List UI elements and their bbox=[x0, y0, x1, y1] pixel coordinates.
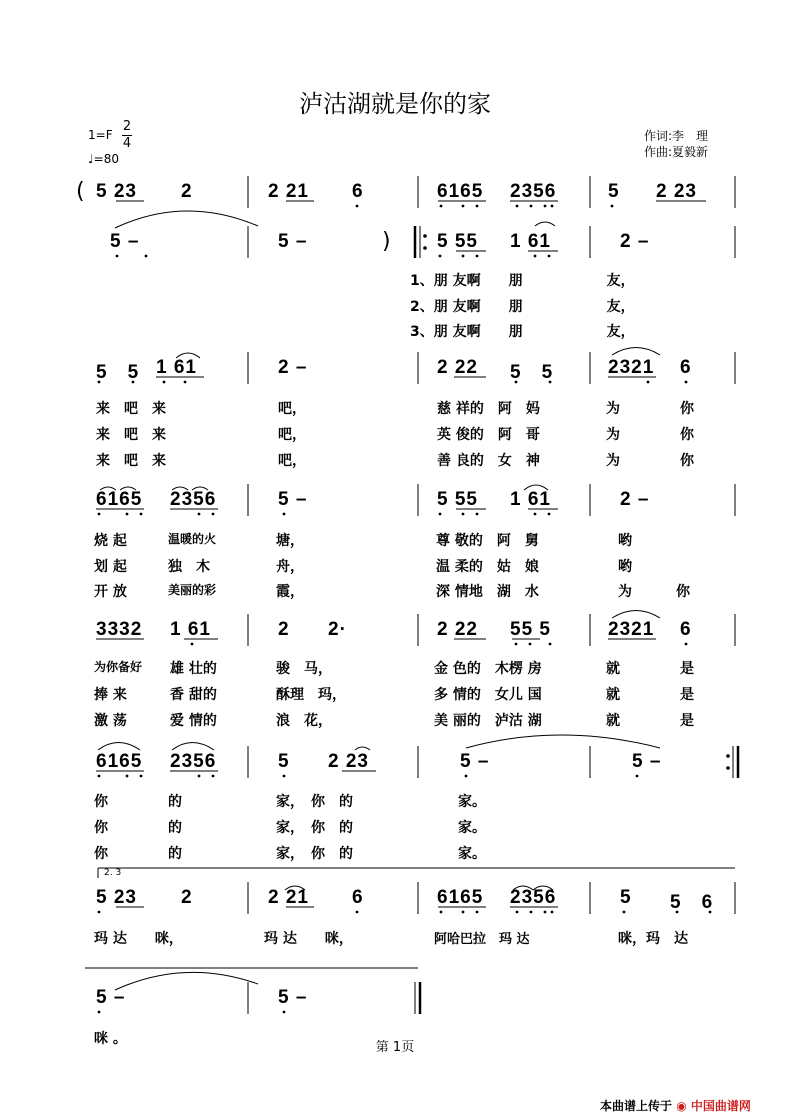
note-group: 5 55 bbox=[437, 489, 478, 510]
note-group: 1 61 bbox=[510, 489, 551, 510]
lyric: 你 bbox=[676, 584, 690, 600]
lyric: 吧， bbox=[278, 453, 306, 469]
lyric: 家， 你 的 bbox=[276, 820, 353, 836]
note-group: 5 – bbox=[278, 987, 308, 1008]
lyric: 酥理 玛， bbox=[276, 687, 346, 703]
site-logo-icon: ◉ bbox=[676, 1099, 687, 1113]
note-group: 6165 bbox=[437, 181, 484, 202]
note-group: 5 23 bbox=[96, 887, 137, 908]
open-paren: ( bbox=[76, 179, 85, 204]
note-group: 5 – bbox=[278, 489, 308, 510]
lyric: 划 起 bbox=[94, 559, 127, 575]
lyric: 烧 起 bbox=[94, 533, 127, 549]
lyric: 善 良的 女 神 bbox=[437, 453, 540, 469]
close-paren: ) bbox=[382, 229, 391, 254]
slur bbox=[115, 972, 258, 990]
lyric: 家， 你 的 bbox=[276, 846, 353, 862]
lyric: 的 bbox=[168, 820, 182, 836]
lyric: 是 bbox=[680, 713, 694, 729]
slur bbox=[612, 611, 660, 619]
lyric: 骏 马， bbox=[276, 661, 332, 677]
lyric: 美丽的彩 bbox=[168, 583, 217, 597]
quarter-note-icon: ♩ bbox=[88, 152, 94, 166]
note-group: 2356 bbox=[170, 489, 217, 510]
slur bbox=[115, 211, 258, 228]
lyric: 玛 达 咪， bbox=[94, 931, 183, 947]
tempo-value: =80 bbox=[93, 152, 119, 166]
note-group: 5 – bbox=[460, 751, 490, 772]
lyric: 开 放 bbox=[94, 584, 127, 600]
lyric: 吧， bbox=[278, 401, 306, 417]
lyric: 为 bbox=[606, 401, 620, 417]
lyric: 是 bbox=[680, 687, 694, 703]
note-group: 2 22 bbox=[437, 619, 478, 640]
note-group: 2356 bbox=[510, 887, 557, 908]
note-group: 5 – bbox=[278, 231, 308, 252]
lyric-line: 2、朋 友啊 朋 友， bbox=[410, 299, 635, 315]
page-title: 泸沽湖就是你的家 bbox=[299, 90, 491, 118]
lyric: 玛 达 咪， bbox=[264, 931, 353, 947]
note-group: 5 6 bbox=[670, 892, 714, 913]
lyric: 激 荡 bbox=[94, 713, 127, 729]
lyric: 你 bbox=[94, 820, 108, 836]
note-group: 6165 bbox=[96, 489, 143, 510]
lyric: 捧 来 bbox=[94, 687, 127, 703]
note-group: 1 61 bbox=[510, 231, 551, 252]
lyric: 就 bbox=[606, 661, 620, 677]
lyric: 你 bbox=[680, 401, 694, 417]
note-group: 5 55 bbox=[437, 231, 478, 252]
lyric: 尊 敬的 阿 舅 bbox=[436, 533, 539, 549]
note-group: 2 22 bbox=[437, 357, 478, 378]
slur bbox=[98, 743, 140, 751]
note-group: 2 bbox=[181, 887, 193, 908]
note-group: 5 bbox=[620, 887, 632, 908]
lyric: 为你备好 bbox=[94, 660, 143, 674]
footer bbox=[600, 1097, 751, 1114]
note-group: 2 – bbox=[278, 357, 308, 378]
lyric: 温暖的火 bbox=[168, 532, 217, 546]
lyric: 家。 bbox=[458, 846, 486, 862]
time-signature-bottom: 4 bbox=[122, 136, 132, 151]
lyric: 爱 情的 bbox=[170, 713, 217, 729]
lyric: 是 bbox=[680, 661, 694, 677]
lyric: 来 吧 来 bbox=[96, 427, 166, 443]
lyric: 美 丽的 泸沽 湖 bbox=[434, 713, 542, 729]
site-brand: 中国曲谱网 bbox=[690, 1099, 751, 1113]
note-group: 5 – bbox=[96, 987, 126, 1008]
note-group: 1 61 bbox=[156, 357, 197, 378]
lyric: 浪 花， bbox=[276, 713, 332, 729]
lyric: 你 bbox=[94, 794, 108, 810]
lyric: 就 bbox=[606, 687, 620, 703]
note-group: 2321 bbox=[608, 619, 655, 640]
lyric: 金 色的 木楞 房 bbox=[434, 661, 542, 677]
note-group: 55 5 bbox=[510, 619, 551, 640]
note-group: 2356 bbox=[170, 751, 217, 772]
note-group: 5 bbox=[608, 181, 620, 202]
lyric: 舟， bbox=[276, 559, 304, 575]
lyric-line: 3、朋 友啊 朋 友， bbox=[410, 324, 635, 340]
note-group: 5 5 bbox=[510, 362, 554, 383]
lyric: 你 bbox=[94, 846, 108, 862]
note-group: 6 bbox=[680, 357, 692, 378]
note-group: 2 – bbox=[620, 231, 650, 252]
lyric: 多 情的 女儿 国 bbox=[434, 687, 542, 703]
lyric: 家。 bbox=[458, 820, 486, 836]
note-group: 2 21 bbox=[268, 887, 309, 908]
lyric: 为 bbox=[606, 453, 620, 469]
note-group: 2 21 bbox=[268, 181, 309, 202]
note-group: 2 bbox=[181, 181, 193, 202]
lyric: 你 bbox=[680, 453, 694, 469]
note-group: 5 – bbox=[632, 751, 662, 772]
note-group: 6 bbox=[352, 181, 364, 202]
slur bbox=[355, 747, 370, 750]
note-group: 2 23 bbox=[656, 181, 697, 202]
lyric: 家。 bbox=[458, 794, 486, 810]
note-group: 2321 bbox=[608, 357, 655, 378]
lyric: 为 bbox=[618, 584, 632, 600]
lyric: 吧， bbox=[278, 427, 306, 443]
lyric: 你 bbox=[680, 427, 694, 443]
note-group: 5 – bbox=[110, 231, 140, 252]
slur bbox=[535, 222, 555, 226]
lyric: 香 甜的 bbox=[170, 687, 217, 703]
note-group: 6 bbox=[352, 887, 364, 908]
note-group: 1 61 bbox=[170, 619, 211, 640]
note-group: 6165 bbox=[437, 887, 484, 908]
lyric: 哟 bbox=[618, 559, 632, 575]
note-group: 2 23 bbox=[328, 751, 369, 772]
ending-label: 2. 3 bbox=[104, 868, 122, 878]
repeat-dot bbox=[423, 234, 427, 238]
lyric: 霞， bbox=[276, 584, 304, 600]
lyric: 慈 祥的 阿 妈 bbox=[437, 401, 540, 417]
key-signature: 1=F bbox=[88, 128, 113, 142]
note-group: 6165 bbox=[96, 751, 143, 772]
page-number: 第 1页 bbox=[375, 1040, 415, 1055]
note-group: 2 – bbox=[620, 489, 650, 510]
note-group: 2356 bbox=[510, 181, 557, 202]
lyric: 的 bbox=[168, 794, 182, 810]
lyric: 温 柔的 姑 娘 bbox=[436, 559, 539, 575]
lyric: 来 吧 来 bbox=[96, 401, 166, 417]
repeat-dot bbox=[423, 246, 427, 250]
lyric: 独 木 bbox=[168, 559, 210, 575]
lyric: 来 吧 来 bbox=[96, 453, 166, 469]
lyric: 家， 你 的 bbox=[276, 794, 353, 810]
time-signature-top: 2 bbox=[122, 119, 132, 134]
note-group: 2· bbox=[328, 619, 347, 640]
lyric: 就 bbox=[606, 713, 620, 729]
note-group: 5 23 bbox=[96, 181, 137, 202]
slur bbox=[612, 348, 660, 356]
footer-text: 本曲谱上传于 bbox=[600, 1099, 673, 1113]
lyric: 雄 壮的 bbox=[170, 661, 217, 677]
repeat-dot bbox=[726, 754, 730, 758]
repeat-dot bbox=[726, 766, 730, 770]
lyric-line: 1、朋 友啊 朋 友， bbox=[410, 273, 635, 289]
lyricist: 作词:李 理 bbox=[643, 129, 708, 143]
lyric: 阿哈巴拉 玛 达 bbox=[434, 932, 530, 947]
lyric: 深 情地 湖 水 bbox=[436, 584, 539, 600]
lyric: 塘， bbox=[276, 533, 304, 549]
note-group: 2 bbox=[278, 619, 290, 640]
note-group: 6 bbox=[680, 619, 692, 640]
note-group: 5 bbox=[278, 751, 290, 772]
lyric: 咪 。 bbox=[94, 1031, 127, 1047]
note-group: 5 5 bbox=[96, 362, 140, 383]
lyric: 英 俊的 阿 哥 bbox=[437, 427, 540, 443]
composer: 作曲:夏毅新 bbox=[643, 145, 708, 159]
lyric: 为 bbox=[606, 427, 620, 443]
slur bbox=[466, 735, 660, 748]
slur bbox=[172, 743, 214, 751]
note-group: 3332 bbox=[96, 619, 143, 640]
lyric: 的 bbox=[168, 846, 182, 862]
lyric: 哟 bbox=[618, 533, 632, 549]
lyric: 咪，玛 达 bbox=[618, 931, 688, 947]
